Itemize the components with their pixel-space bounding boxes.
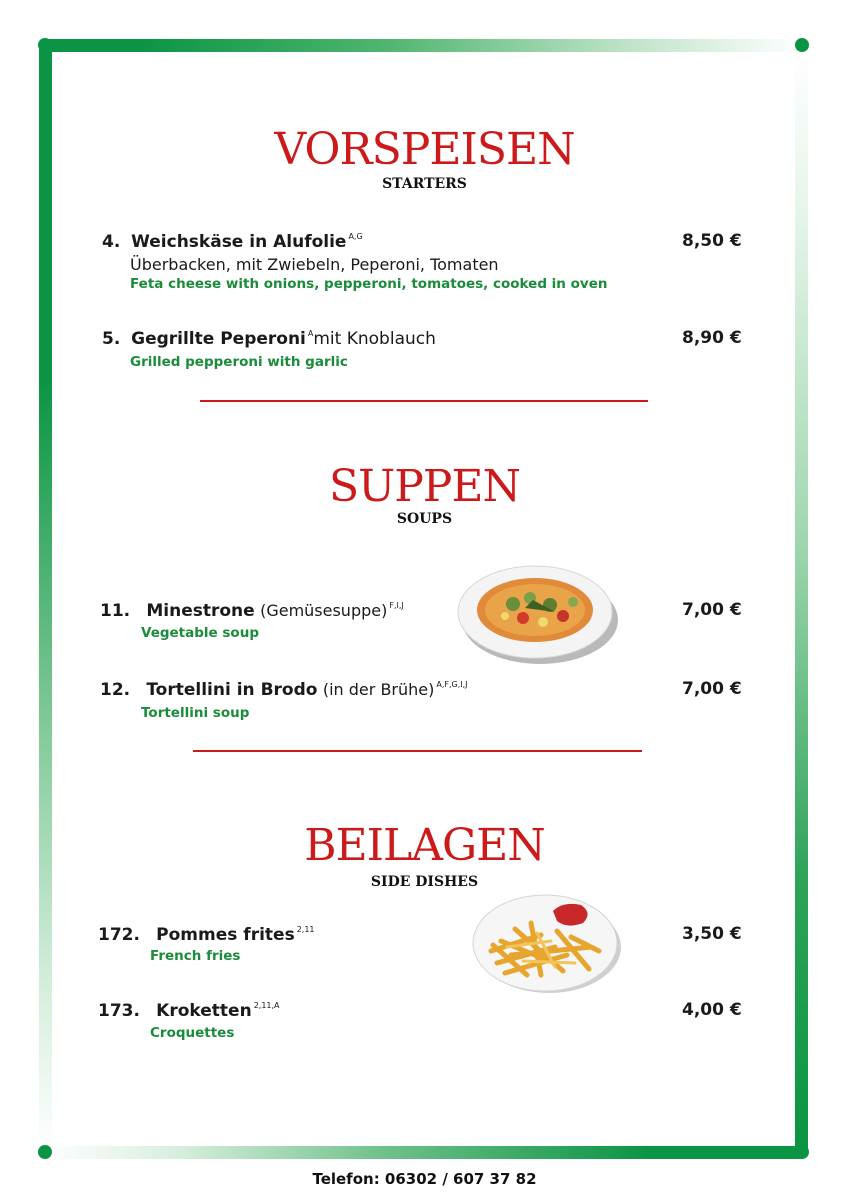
- allergen-codes: F,I,J: [389, 601, 404, 610]
- frame-corner-dot: [38, 38, 52, 52]
- frame-corner-dot: [38, 1145, 52, 1159]
- item-name: Kroketten: [156, 1001, 252, 1021]
- item-description: Überbacken, mit Zwiebeln, Peperoni, Tomaten: [130, 255, 499, 274]
- item-note: mit Knoblauch: [313, 329, 436, 349]
- item-price: 7,00 €: [682, 600, 742, 620]
- section-title-starters: VORSPEISEN: [274, 124, 575, 175]
- menu-item-173: [98, 1002, 280, 1020]
- item-english-name: Grilled pepperoni with garlic: [130, 354, 348, 370]
- section-title-sides: BEILAGEN: [304, 820, 545, 871]
- menu-item-172: [98, 926, 315, 944]
- item-note: (Gemüsesuppe): [260, 601, 388, 620]
- item-name: Gegrillte Peperoni: [131, 329, 306, 349]
- frame-right-border: [795, 45, 808, 1153]
- item-name: Minestrone: [146, 601, 255, 621]
- menu-item-5: [102, 330, 436, 348]
- frame-corner-dot: [795, 1145, 809, 1159]
- item-price: 8,90 €: [682, 328, 742, 348]
- frame-top-border: [45, 39, 802, 52]
- item-number: 5.: [102, 329, 121, 349]
- allergen-codes: A,F,G,I,J: [436, 680, 468, 689]
- allergen-codes: 2,11,A: [253, 1001, 280, 1010]
- footer-phone: Telefon: 06302 / 607 37 82: [312, 1170, 537, 1188]
- item-number: 173.: [98, 1001, 140, 1021]
- section-title-soups: SUPPEN: [328, 461, 521, 512]
- item-price: 8,50 €: [682, 231, 742, 251]
- allergen-codes: 2,11: [296, 925, 315, 934]
- item-english-name: French fries: [150, 948, 241, 964]
- frame-corner-dot: [795, 38, 809, 52]
- item-name: Weichskäse in Alufolie: [131, 232, 347, 252]
- item-english-name: Tortellini soup: [141, 705, 250, 721]
- section-divider: [193, 750, 642, 752]
- minestrone-soup-image: [455, 560, 620, 666]
- item-english-name: Croquettes: [150, 1025, 235, 1041]
- menu-item-4: [102, 233, 363, 251]
- frame-left-border: [39, 45, 52, 1153]
- item-number: 12.: [100, 680, 131, 700]
- french-fries-image: [471, 889, 623, 997]
- item-name: Pommes frites: [156, 925, 295, 945]
- item-number: 4.: [102, 232, 121, 252]
- allergen-codes: A: [307, 329, 314, 338]
- item-english-name: Feta cheese with onions, pepperoni, tomatoes, cooked in oven: [130, 276, 608, 292]
- menu-item-11: [100, 602, 404, 620]
- section-subtitle-soups: SOUPS: [396, 511, 453, 527]
- item-price: 4,00 €: [682, 1000, 742, 1020]
- item-number: 172.: [98, 925, 140, 945]
- frame-bottom-border: [45, 1146, 802, 1159]
- item-name: Tortellini in Brodo: [146, 680, 318, 700]
- menu-item-12: [100, 681, 468, 699]
- item-price: 7,00 €: [682, 679, 742, 699]
- item-price: 3,50 €: [682, 924, 742, 944]
- allergen-codes: A,G: [348, 232, 363, 241]
- section-subtitle-sides: SIDE DISHES: [370, 874, 479, 890]
- item-number: 11.: [100, 601, 131, 621]
- section-subtitle-starters: STARTERS: [382, 176, 467, 192]
- item-note: (in der Brühe): [322, 680, 435, 699]
- item-english-name: Vegetable soup: [141, 625, 259, 641]
- section-divider: [200, 400, 648, 402]
